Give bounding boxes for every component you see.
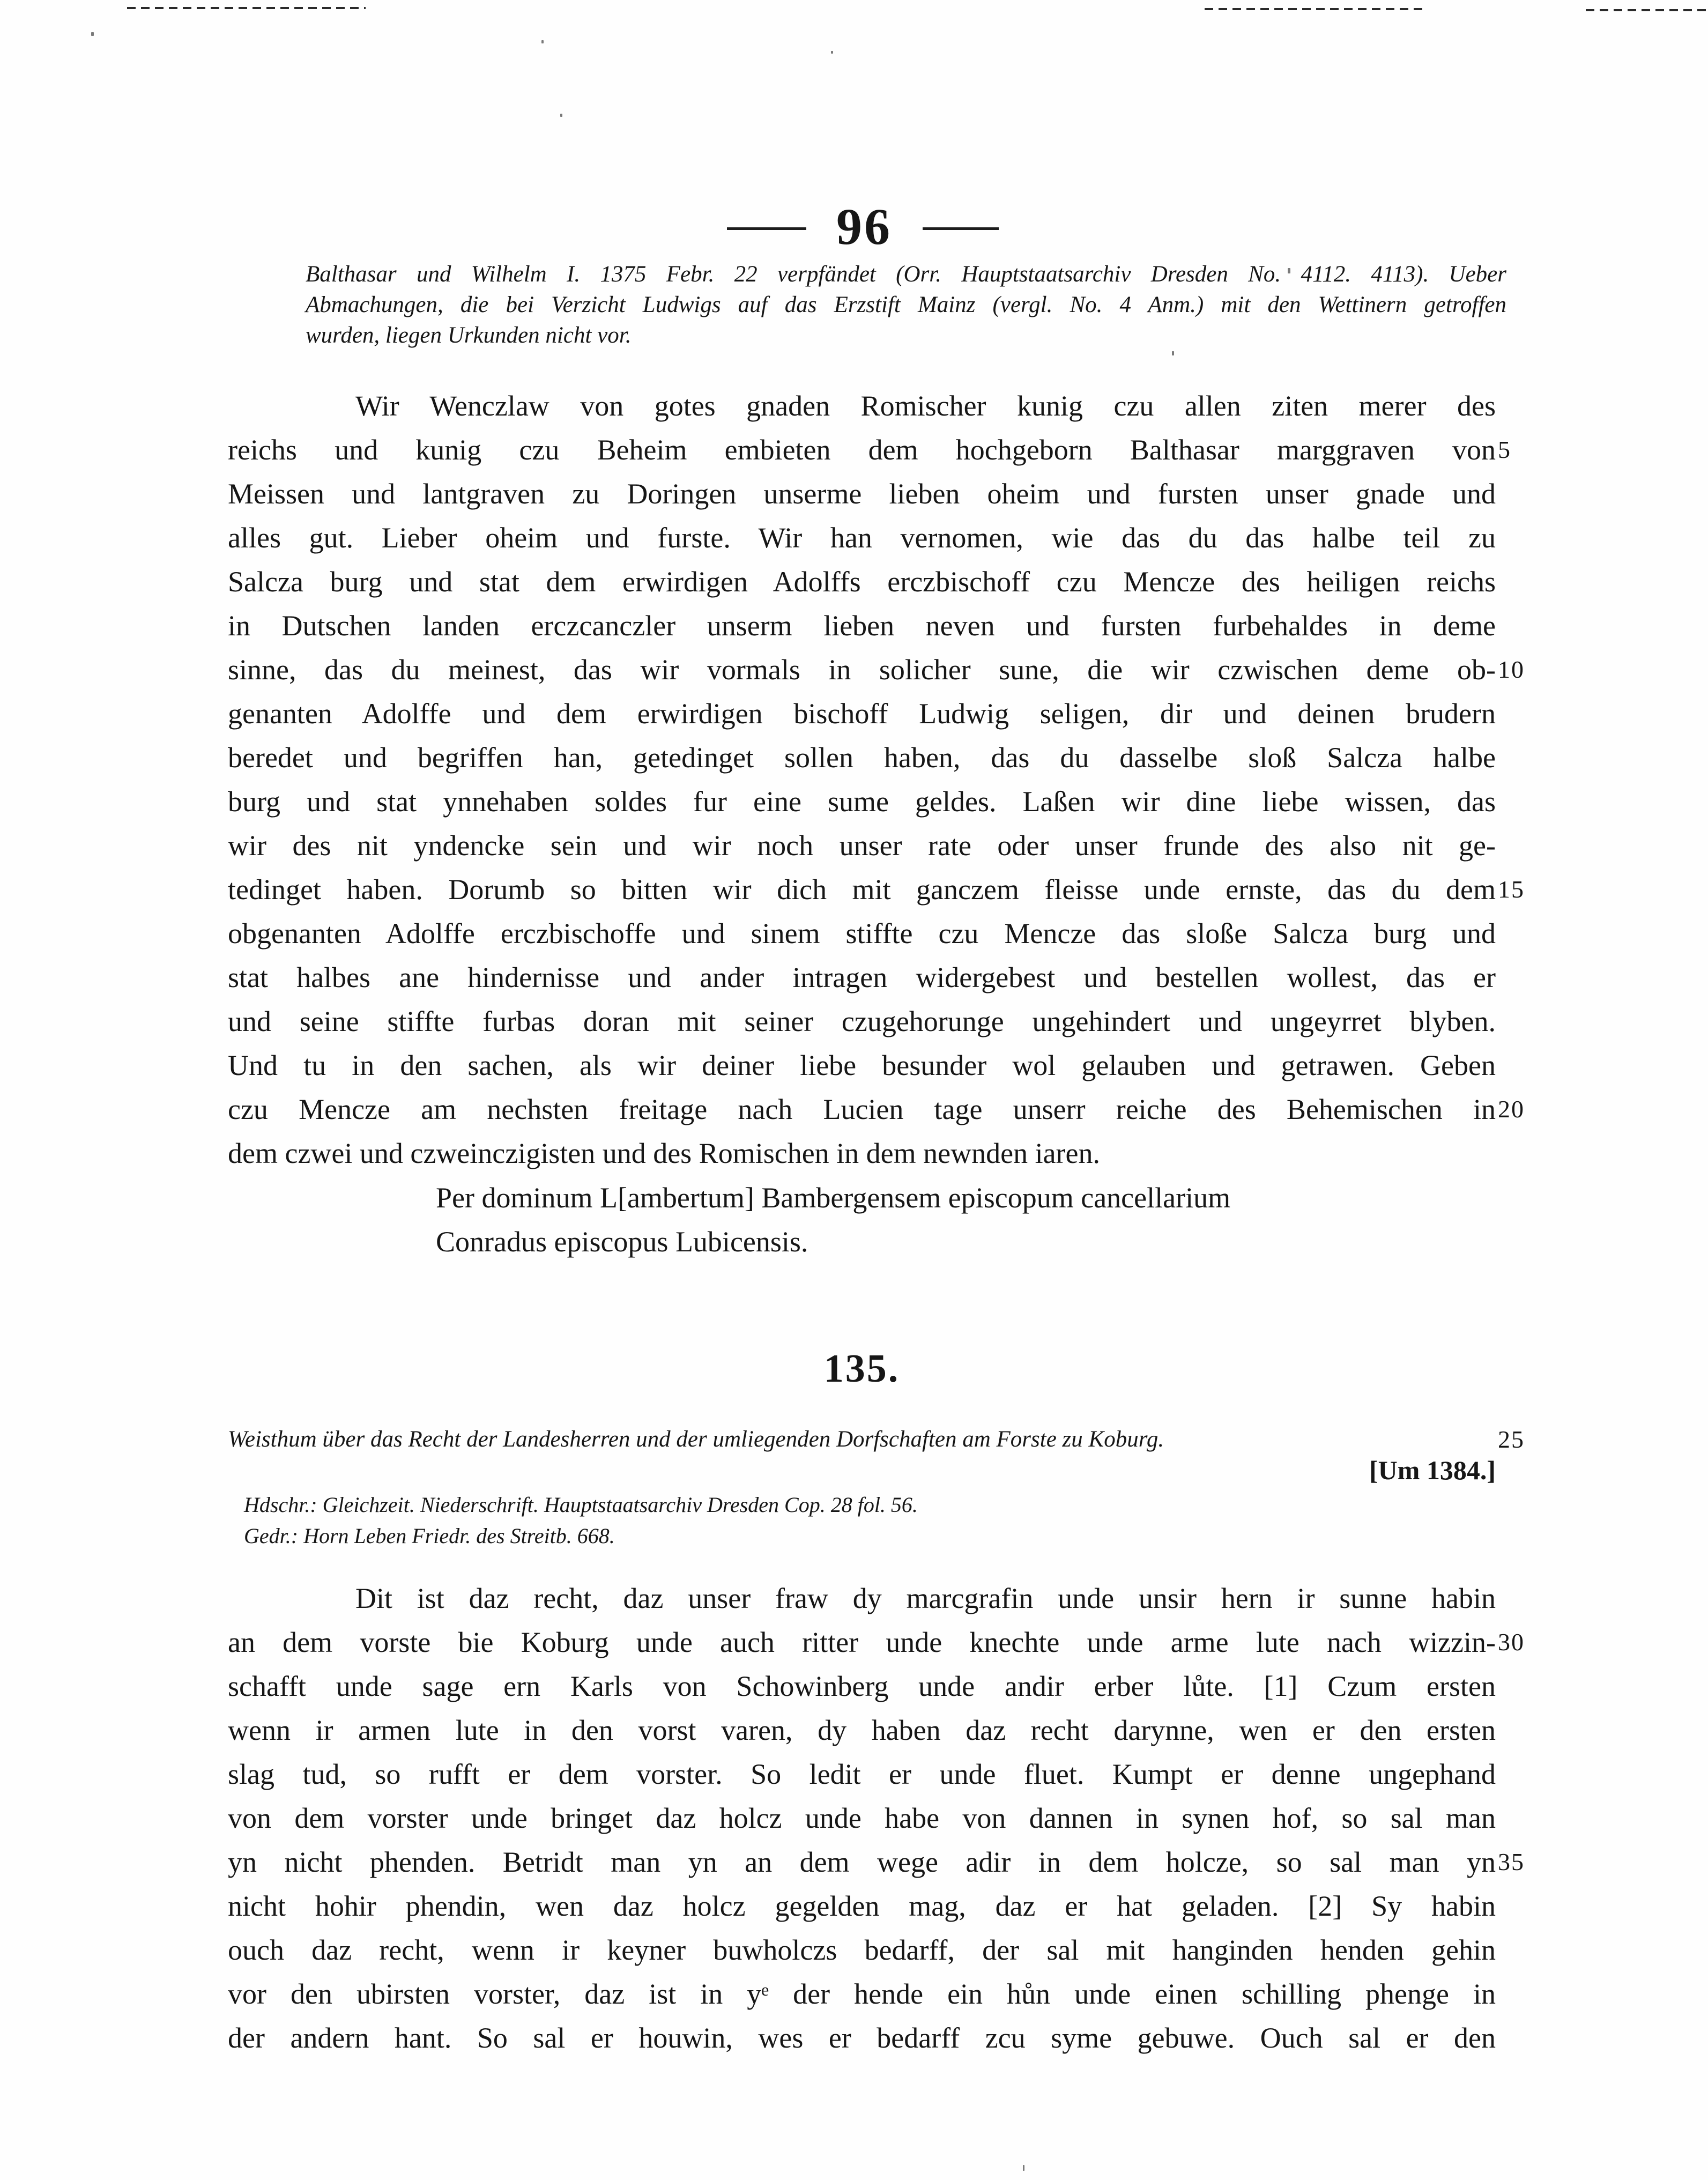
margin-line-number: 35 — [1498, 1848, 1525, 1875]
subscription-line: Conradus episcopus Lubicensis. — [436, 1226, 808, 1258]
scan-speck — [541, 40, 544, 43]
margin-line-number: 25 — [1498, 1426, 1525, 1453]
charter-text-line: nicht hohir phendin, wen daz holcz gegelden mag, daz er hat geladen. [2] Sy habin — [228, 1890, 1496, 1922]
charter-text-line: stat halbes ane hindernisse und ander intragen widergebest und bestellen wollest, das er — [228, 961, 1496, 993]
subscription-line: Per dominum L[ambertum] Bambergensem episcopum cancellarium — [436, 1182, 1231, 1214]
regest-line: Balthasar und Wilhelm I. 1375 Febr. 22 verpfändet (Orr. Hauptstaatsarchiv Dresden No. 4112. 4113). Ueber — [306, 262, 1506, 287]
charter-text-line: reichs und kunig czu Beheim embieten dem hochgeborn Balthasar marggraven von 5 — [228, 428, 1496, 472]
charter-text-line: slag tud, so rufft er dem vorster. So ledit er unde fluet. Kumpt er denne ungephand — [228, 1758, 1496, 1790]
scan-speck — [1172, 351, 1174, 355]
scan-artifact-dash — [127, 7, 366, 9]
doc-134-regest — [306, 259, 1506, 351]
doc-135-date: [Um 1384.] — [1369, 1455, 1496, 1485]
charter-text-line: beredet und begriffen han, getedinget sollen haben, das du dasselbe sloß Salcza halbe — [228, 742, 1496, 774]
source-line: Gedr.: Horn Leben Friedr. des Streitb. 668. — [244, 1524, 615, 1548]
charter-text-line: sinne, das du meinest, das wir vormals in solicher sune, die wir czwischen deme ob- 10 — [228, 648, 1496, 692]
page-number-dash-right — [923, 227, 999, 230]
doc-135-title: Weisthum über das Recht der Landesherren und der umliegenden Dorfschaften am Forste zu Koburg. 25 — [228, 1424, 1496, 1455]
charter-text-line: Salcza burg und stat dem erwirdigen Adolffs erczbischoff czu Mencze des heiligen reichs — [228, 566, 1496, 598]
margin-line-number: 15 — [1498, 876, 1525, 903]
doc-135-sources — [244, 1489, 1496, 1552]
charter-text-line: tedinget haben. Dorumb so bitten wir dich mit ganczem fleisse unde ernste, das du dem 15 — [228, 867, 1496, 911]
page-number: 96 — [836, 198, 892, 255]
margin-line-number: 10 — [1498, 656, 1525, 683]
margin-line-number: 5 — [1498, 436, 1511, 463]
scan-speck — [91, 32, 94, 36]
page-number-dash-left — [727, 227, 806, 230]
charter-text-line: wenn ir armen lute in den vorst varen, dy haben daz recht darynne, wen er den ersten — [228, 1714, 1496, 1746]
charter-text-line: an dem vorste bie Koburg unde auch ritter unde knechte unde arme lute nach wizzin- 30 — [228, 1620, 1496, 1664]
regest-line: Abmachungen, die bei Verzicht Ludwigs auf das Erzstift Mainz (vergl. No. 4 Anm.) mit den Wettinern getroffen — [306, 292, 1506, 317]
scan-speck — [560, 114, 562, 117]
margin-line-number: 30 — [1498, 1628, 1525, 1656]
charter-text-line: obgenanten Adolffe erczbischoffe und sinem stiffte czu Mencze das sloße Salcza burg und — [228, 917, 1496, 950]
regest-line: wurden, liegen Urkunden nicht vor. — [306, 323, 632, 348]
charter-text-line: yn nicht phenden. Betridt man yn an dem wege adir in dem holcze, so sal man yn 35 — [228, 1840, 1496, 1884]
charter-text-line: genanten Adolffe und dem erwirdigen bischoff Ludwig seligen, dir und deinen brudern — [228, 698, 1496, 730]
charter-text-line: ouch daz recht, wenn ir keyner buwholczs bedarff, der sal mit hanginden henden gehin — [228, 1934, 1496, 1966]
scan-artifact-dash — [1205, 8, 1427, 10]
charter-text-line: Meissen und lantgraven zu Doringen unserme lieben oheim und fursten unser gnade und — [228, 478, 1496, 510]
charter-text-line: und seine stiffte furbas doran mit seiner czugehorunge ungehindert und ungeyrret blyben. — [228, 1005, 1496, 1037]
charter-text-line: von dem vorster unde bringet daz holcz unde habe von dannen in synen hof, so sal man — [228, 1802, 1496, 1834]
charter-text-line: der andern hant. So sal er houwin, wes er bedarff zcu syme gebuwe. Ouch sal er den — [228, 2022, 1496, 2054]
scan-speck — [1023, 2165, 1024, 2171]
margin-line-number: 20 — [1498, 1095, 1525, 1123]
doc-134-text — [228, 384, 1525, 1175]
charter-text-line: burg und stat ynnehaben soldes fur eine sume geldes. Laßen wir dine liebe wissen, das — [228, 785, 1496, 818]
doc-135-number: 135. — [823, 1347, 900, 1391]
charter-text-line: schafft unde sage ern Karls von Schowinberg unde andir erber lůte. [1] Czum ersten — [228, 1670, 1496, 1702]
source-line: Hdschr.: Gleichzeit. Niederschrift. Hauptstaatsarchiv Dresden Cop. 28 fol. 56. — [244, 1493, 918, 1517]
running-head — [0, 197, 1708, 256]
charter-text-line: vor den ubirsten vorster, daz ist in yᵉ der hende ein hůn unde einen schilling phenge in — [228, 1978, 1496, 2010]
charter-text-line: wir des nit yndencke sein und wir noch unser rate oder unser frunde des also nit ge- — [228, 829, 1496, 862]
doc-135-text — [228, 1576, 1525, 2060]
charter-text-line: dem czwei und czweinczigisten und des Romischen in dem newnden iaren. — [228, 1137, 1100, 1169]
charter-text-line: Wir Wenczlaw von gotes gnaden Romischer kunig czu allen ziten merer des — [355, 390, 1496, 422]
charter-text-line: Dit ist daz recht, daz unser fraw dy marcgrafin unde unsir hern ir sunne habin — [355, 1582, 1496, 1614]
charter-text-line: czu Mencze am nechsten freitage nach Lucien tage unserr reiche des Behemischen in 20 — [228, 1087, 1496, 1131]
doc-134-subscription — [436, 1176, 1496, 1264]
scan-artifact-dash — [1586, 9, 1708, 11]
charter-text-line: Und tu in den sachen, als wir deiner liebe besunder wol gelauben und getrawen. Geben — [228, 1049, 1496, 1081]
scan-speck — [831, 51, 833, 54]
charter-text-line: in Dutschen landen erczcanczler unserm lieben neven und fursten furbehaldes in deme — [228, 610, 1496, 642]
charter-text-line: alles gut. Lieber oheim und furste. Wir han vernomen, wie das du das halbe teil zu — [228, 522, 1496, 554]
